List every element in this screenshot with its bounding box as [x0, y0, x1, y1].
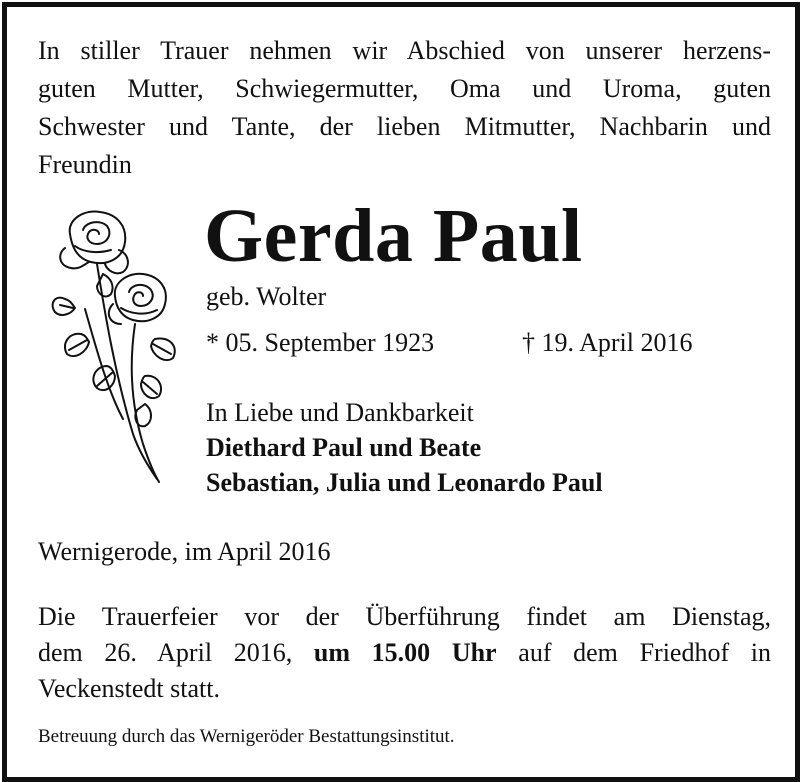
intro-line: Schwester und Tante, der lieben Mitmutter, Nachbarin und: [38, 112, 771, 141]
ceremony-line: Veckenstedt statt.: [38, 674, 220, 703]
ceremony-line: Die Trauerfeier vor der Überführung findet am Dienstag,: [38, 602, 771, 631]
intro-line: Freundin: [38, 150, 132, 179]
ceremony-date: dem 26. April 2016,: [38, 638, 293, 667]
family-line: Sebastian, Julia und Leonardo Paul: [206, 468, 603, 497]
service-note: Betreuung durch das Wernigeröder Bestattungsinstitut.: [38, 726, 455, 747]
closing-phrase: In Liebe und Dankbarkeit: [206, 398, 474, 427]
intro-text: [38, 32, 771, 184]
intro-line: In stiller Trauer nehmen wir Abschied von unserer herzens-: [38, 36, 771, 65]
ceremony-line: [38, 635, 771, 671]
roses-illustration-icon: [45, 204, 185, 489]
family-signature: [206, 395, 603, 500]
ceremony-time: um 15.00 Uhr: [313, 638, 497, 667]
birth-date: * 05. September 1923: [206, 328, 435, 357]
family-line: Diethard Paul und Beate: [206, 433, 482, 462]
place-date: Wernigerode, im April 2016: [38, 537, 331, 566]
intro-line: guten Mutter, Schwiegermutter, Oma und Uroma, guten: [38, 74, 771, 103]
maiden-name: geb. Wolter: [206, 282, 327, 311]
obituary-notice: [2, 2, 800, 782]
ceremony-location: auf dem Friedhof in: [518, 638, 771, 667]
deceased-name: Gerda Paul: [204, 194, 583, 278]
ceremony-details: [38, 599, 771, 707]
death-date: † 19. April 2016: [522, 328, 693, 357]
